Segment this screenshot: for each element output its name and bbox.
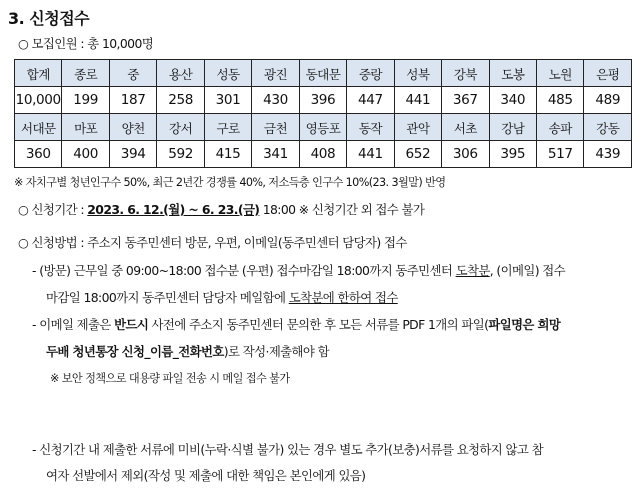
table-value-cell: 187 — [109, 87, 156, 114]
security-note: ※ 보안 정책으로 대용량 파일 전송 시 메일 접수 불가 — [50, 372, 290, 385]
table-header-cell: 구로 — [204, 114, 251, 141]
period-suffix: 18:00 ※ 신청기간 외 접수 불가 — [259, 202, 425, 217]
table-header-cell: 성북 — [394, 60, 441, 87]
table-header-cell: 송파 — [536, 114, 583, 141]
table-header-cell: 서초 — [442, 114, 489, 141]
table-value-cell: 395 — [489, 141, 536, 168]
table-header-cell: 용산 — [157, 60, 204, 87]
visit-deadline-text: 마감일 18:00까지 동주민센터 담당자 메일함에 — [46, 290, 289, 305]
table-header-cell: 노원 — [536, 60, 583, 87]
table-header-cell: 동대문 — [299, 60, 346, 87]
email-submit-text: )로 작성·제출해야 함 — [223, 344, 330, 359]
visit-line-2 — [46, 289, 398, 307]
email-filename-label: 파일명은 희망 — [488, 317, 561, 332]
email-filename-format: 두배 청년통장 신청_이름_전화번호 — [46, 344, 224, 359]
table-header-cell: 강남 — [489, 114, 536, 141]
table-value-cell: 394 — [109, 141, 156, 168]
table-header-cell: 동작 — [347, 114, 394, 141]
table-header-cell: 광진 — [252, 60, 299, 87]
table-header-cell: 중랑 — [347, 60, 394, 87]
email-line-2 — [46, 343, 329, 361]
email-middle-text: 사전에 주소지 동주민센터 문의한 후 모든 서류를 PDF 1개의 파일( — [148, 317, 489, 332]
table-value-cell: 415 — [204, 141, 251, 168]
table-header-cell: 도봉 — [489, 60, 536, 87]
table-header-row — [15, 60, 632, 87]
table-value-row — [15, 87, 632, 114]
method-line: ○ 신청방법 : 주소지 동주민센터 방문, 우편, 이메일(동주민센터 담당자) 접수 — [18, 235, 407, 250]
missing-docs-line-1: - 신청기간 내 제출한 서류에 미비(누락·식별 불가) 있는 경우 별도 추가(보충)서류를 요청하지 않고 참 — [32, 442, 543, 457]
table-value-cell: 485 — [536, 87, 583, 114]
table-header-cell: 은평 — [584, 60, 632, 87]
table-value-cell: 306 — [442, 141, 489, 168]
table-value-cell: 367 — [442, 87, 489, 114]
table-value-cell: 340 — [489, 87, 536, 114]
email-must-text: 반드시 — [114, 317, 149, 332]
visit-arrival-only-text: 도착분에 한하여 접수 — [288, 290, 398, 305]
visit-arrival-text: 도착분 — [455, 263, 490, 278]
table-value-cell: 447 — [347, 87, 394, 114]
table-header-cell: 종로 — [62, 60, 109, 87]
table-header-cell: 중 — [109, 60, 156, 87]
table-value-cell: 441 — [347, 141, 394, 168]
table-value-cell: 301 — [204, 87, 251, 114]
table-header-cell: 강북 — [442, 60, 489, 87]
table-value-cell: 441 — [394, 87, 441, 114]
table-value-cell: 652 — [394, 141, 441, 168]
visit-email-text: , (이메일) 접수 — [489, 263, 566, 278]
district-quota-table — [14, 59, 632, 168]
table-value-cell: 258 — [157, 87, 204, 114]
section-title: 3. 신청접수 — [8, 9, 90, 28]
table-value-cell: 489 — [584, 87, 632, 114]
table-value-cell: 199 — [62, 87, 109, 114]
table-value-cell: 592 — [157, 141, 204, 168]
table-value-cell: 439 — [584, 141, 632, 168]
period-dates: 2023. 6. 12.(월) ~ 6. 23.(금) — [87, 202, 260, 217]
table-value-cell: 400 — [62, 141, 109, 168]
recruit-line: ○ 모집인원 : 총 10,000명 — [18, 36, 154, 51]
table-value-row — [15, 141, 632, 168]
missing-docs-line-2: 여자 선발에서 제외(작성 및 제출에 대한 책임은 본인에게 있음) — [46, 468, 366, 483]
table-header-cell: 관악 — [394, 114, 441, 141]
table-value-cell: 360 — [15, 141, 62, 168]
table-header-cell: 강동 — [584, 114, 632, 141]
table-value-cell: 517 — [536, 141, 583, 168]
table-header-cell: 서대문 — [15, 114, 62, 141]
table-header-cell: 성동 — [204, 60, 251, 87]
table-value-cell: 341 — [252, 141, 299, 168]
visit-line-1 — [32, 262, 565, 280]
period-prefix: ○ 신청기간 : — [18, 202, 88, 217]
table-header-cell: 영등포 — [299, 114, 346, 141]
application-period — [18, 201, 424, 219]
table-value-cell: 10,000 — [15, 87, 62, 114]
table-header-row — [15, 114, 632, 141]
visit-text: - (방문) 근무일 중 09:00~18:00 접수분 (우편) 접수마감일 18:00까지 동주민센터 — [32, 263, 456, 278]
table-header-cell: 강서 — [157, 114, 204, 141]
email-prefix: - 이메일 제출은 — [32, 317, 115, 332]
table-value-cell: 396 — [299, 87, 346, 114]
table-value-cell: 430 — [252, 87, 299, 114]
table-value-cell: 408 — [299, 141, 346, 168]
table-header-cell: 양천 — [109, 114, 156, 141]
table-header-cell: 합계 — [15, 60, 62, 87]
table-header-cell: 금천 — [252, 114, 299, 141]
table-note: ※ 자치구별 청년인구수 50%, 최근 2년간 경쟁률 40%, 저소득층 인구수 10%(23. 3월말) 반영 — [14, 176, 446, 189]
email-line-1 — [32, 316, 560, 334]
table-header-cell: 마포 — [62, 114, 109, 141]
